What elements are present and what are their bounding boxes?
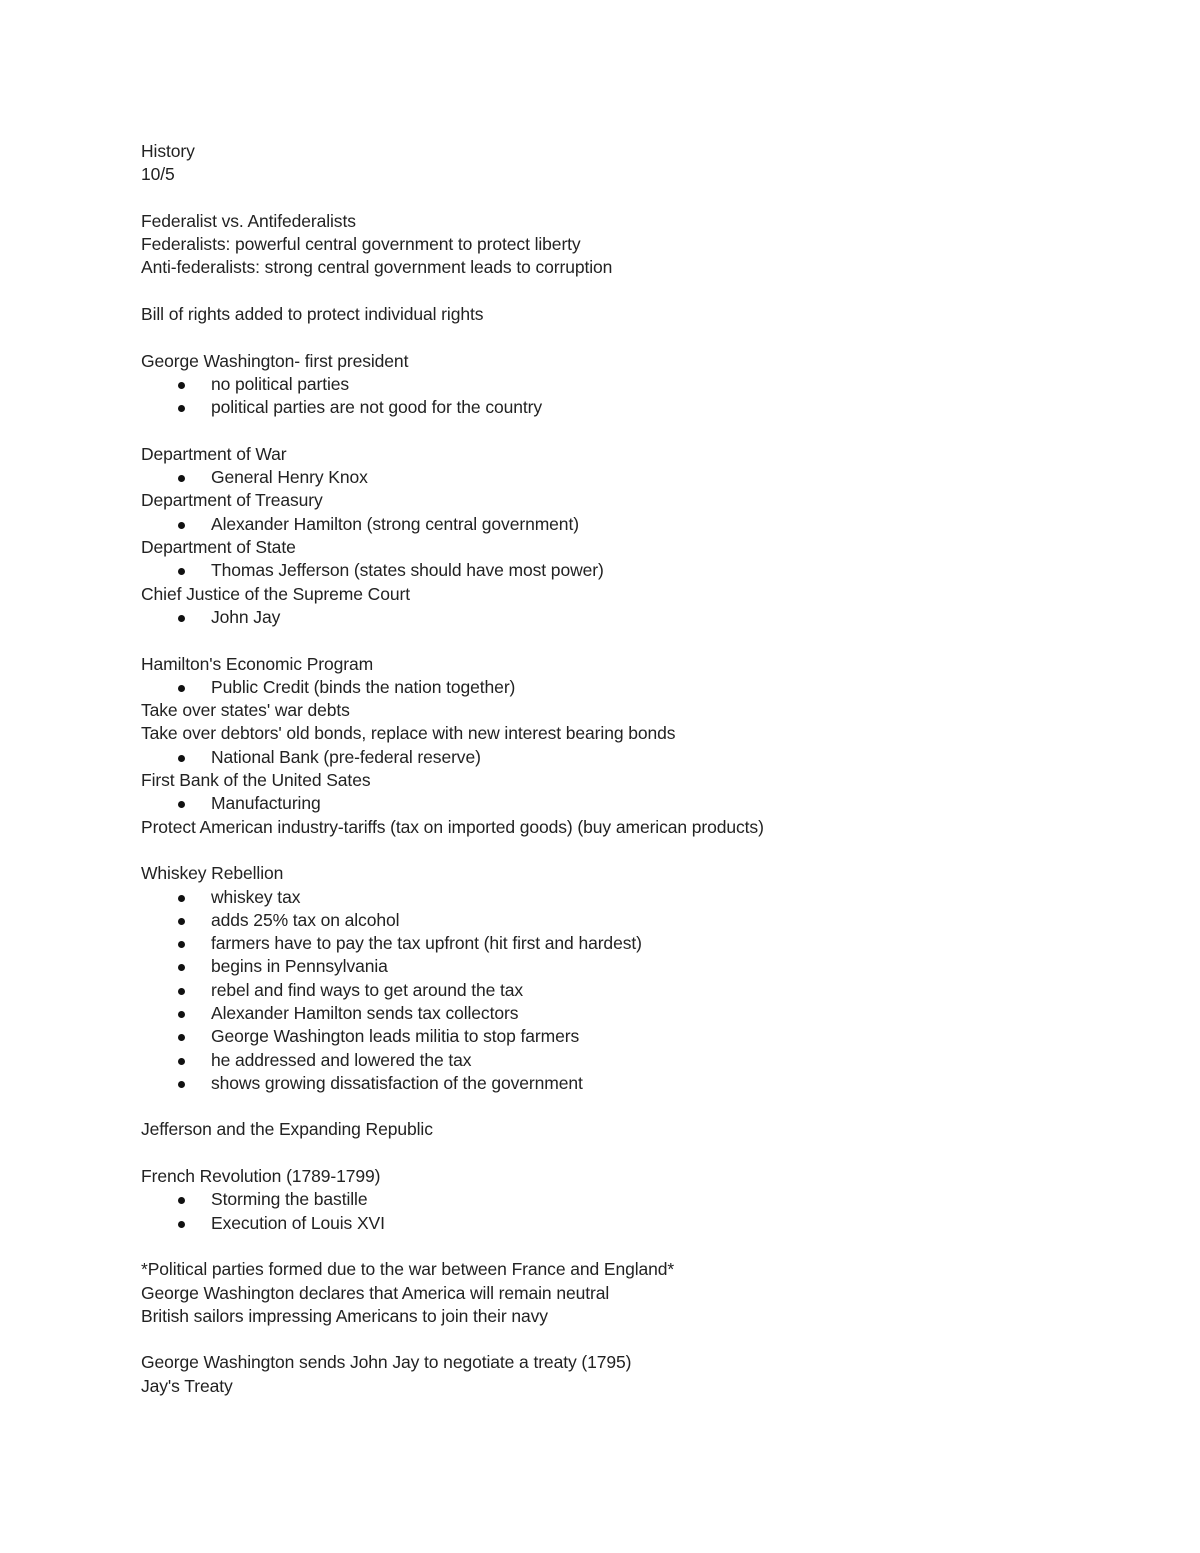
list-item [141, 1025, 1141, 1048]
list-item-text: General Henry Knox [211, 467, 368, 488]
list-item [141, 396, 1141, 419]
list-item-text: John Jay [211, 606, 281, 627]
bullet-icon [178, 988, 185, 995]
department-war: Department of War [141, 443, 287, 464]
spacer [141, 839, 1141, 862]
spacer [141, 1235, 1141, 1258]
list-item-text: Execution of Louis XVI [211, 1212, 385, 1233]
list-item-text: farmers have to pay the tax upfront (hit first and hardest) [211, 933, 642, 954]
bullet-icon [178, 941, 185, 948]
parties-formed-line: *Political parties formed due to the war between France and England* [141, 1259, 675, 1280]
bullet-icon [178, 1058, 185, 1065]
bill-of-rights-line: Bill of rights added to protect individual rights [141, 304, 484, 325]
bullet-icon [178, 918, 185, 925]
washington-heading: George Washington- first president [141, 350, 409, 371]
subject-title: History [141, 141, 195, 161]
list-item-text: begins in Pennsylvania [211, 956, 388, 977]
bullet-icon [178, 1011, 185, 1018]
jefferson-heading: Jefferson and the Expanding Republic [141, 1119, 433, 1140]
spacer [141, 280, 1141, 303]
jay-negotiate-line: George Washington sends John Jay to negotiate a treaty (1795) [141, 1352, 632, 1373]
old-bonds-line: Take over debtors' old bonds, replace with new interest bearing bonds [141, 723, 676, 744]
french-revolution-heading: French Revolution (1789-1799) [141, 1166, 381, 1187]
list-item [141, 1212, 1141, 1235]
bullet-icon [178, 568, 185, 575]
list-item [141, 746, 1141, 769]
bullet-icon [178, 964, 185, 971]
bullet-icon [178, 475, 185, 482]
bullet-icon [178, 895, 185, 902]
jay-treaty-line: Jay's Treaty [141, 1375, 233, 1396]
list-item [141, 1072, 1141, 1095]
spacer [141, 1095, 1141, 1118]
bullet-icon [178, 1221, 185, 1228]
list-item [141, 1188, 1141, 1211]
list-item [141, 955, 1141, 978]
bullet-icon [178, 405, 185, 412]
antifederalists-line: Anti-federalists: strong central government leads to corruption [141, 257, 613, 278]
spacer [141, 187, 1141, 210]
spacer [141, 420, 1141, 443]
document-page [141, 140, 1141, 1398]
list-item [141, 513, 1141, 536]
war-debts-line: Take over states' war debts [141, 700, 350, 721]
note-date: 10/5 [141, 164, 175, 185]
list-item-text: Thomas Jefferson (states should have most power) [211, 560, 604, 581]
first-bank-line: First Bank of the United Sates [141, 770, 371, 791]
bullet-icon [178, 615, 185, 622]
list-item-text: shows growing dissatisfaction of the government [211, 1072, 583, 1093]
list-item-text: National Bank (pre-federal reserve) [211, 746, 481, 767]
spacer [141, 326, 1141, 349]
list-item-text: rebel and find ways to get around the tax [211, 979, 524, 1000]
bullet-icon [178, 382, 185, 389]
list-item [141, 1002, 1141, 1025]
impressing-line: British sailors impressing Americans to join their navy [141, 1305, 548, 1326]
federalist-heading: Federalist vs. Antifederalists [141, 210, 356, 231]
tariffs-line: Protect American industry-tariffs (tax on imported goods) (buy american products) [141, 816, 764, 837]
spacer [141, 1142, 1141, 1165]
list-item [141, 932, 1141, 955]
spacer [141, 629, 1141, 652]
department-state: Department of State [141, 537, 296, 558]
list-item [141, 1049, 1141, 1072]
list-item-text: Storming the bastille [211, 1189, 368, 1210]
bullet-icon [178, 1197, 185, 1204]
list-item-text: Public Credit (binds the nation together) [211, 676, 516, 697]
list-item [141, 606, 1141, 629]
federalists-line: Federalists: powerful central government to protect liberty [141, 234, 581, 255]
list-item-text: Alexander Hamilton (strong central government) [211, 513, 579, 534]
bullet-icon [178, 801, 185, 808]
bullet-icon [178, 1081, 185, 1088]
list-item-text: Alexander Hamilton sends tax collectors [211, 1002, 519, 1023]
bullet-icon [178, 685, 185, 692]
department-treasury: Department of Treasury [141, 490, 323, 511]
list-item [141, 886, 1141, 909]
list-item [141, 792, 1141, 815]
hamilton-heading: Hamilton's Economic Program [141, 653, 374, 674]
chief-justice: Chief Justice of the Supreme Court [141, 583, 410, 604]
list-item [141, 373, 1141, 396]
list-item-text: Manufacturing [211, 793, 321, 814]
list-item-text: whiskey tax [211, 886, 301, 907]
list-item-text: political parties are not good for the country [211, 397, 543, 418]
list-item [141, 559, 1141, 582]
neutral-line: George Washington declares that America will remain neutral [141, 1282, 610, 1303]
list-item [141, 979, 1141, 1002]
bullet-icon [178, 1034, 185, 1041]
spacer [141, 1328, 1141, 1351]
bullet-icon [178, 755, 185, 762]
list-item [141, 466, 1141, 489]
list-item-text: no political parties [211, 373, 350, 394]
bullet-icon [178, 522, 185, 529]
list-item-text: he addressed and lowered the tax [211, 1049, 472, 1070]
list-item-text: adds 25% tax on alcohol [211, 909, 400, 930]
list-item-text: George Washington leads militia to stop farmers [211, 1026, 580, 1047]
list-item [141, 676, 1141, 699]
whiskey-heading: Whiskey Rebellion [141, 863, 284, 884]
list-item [141, 909, 1141, 932]
